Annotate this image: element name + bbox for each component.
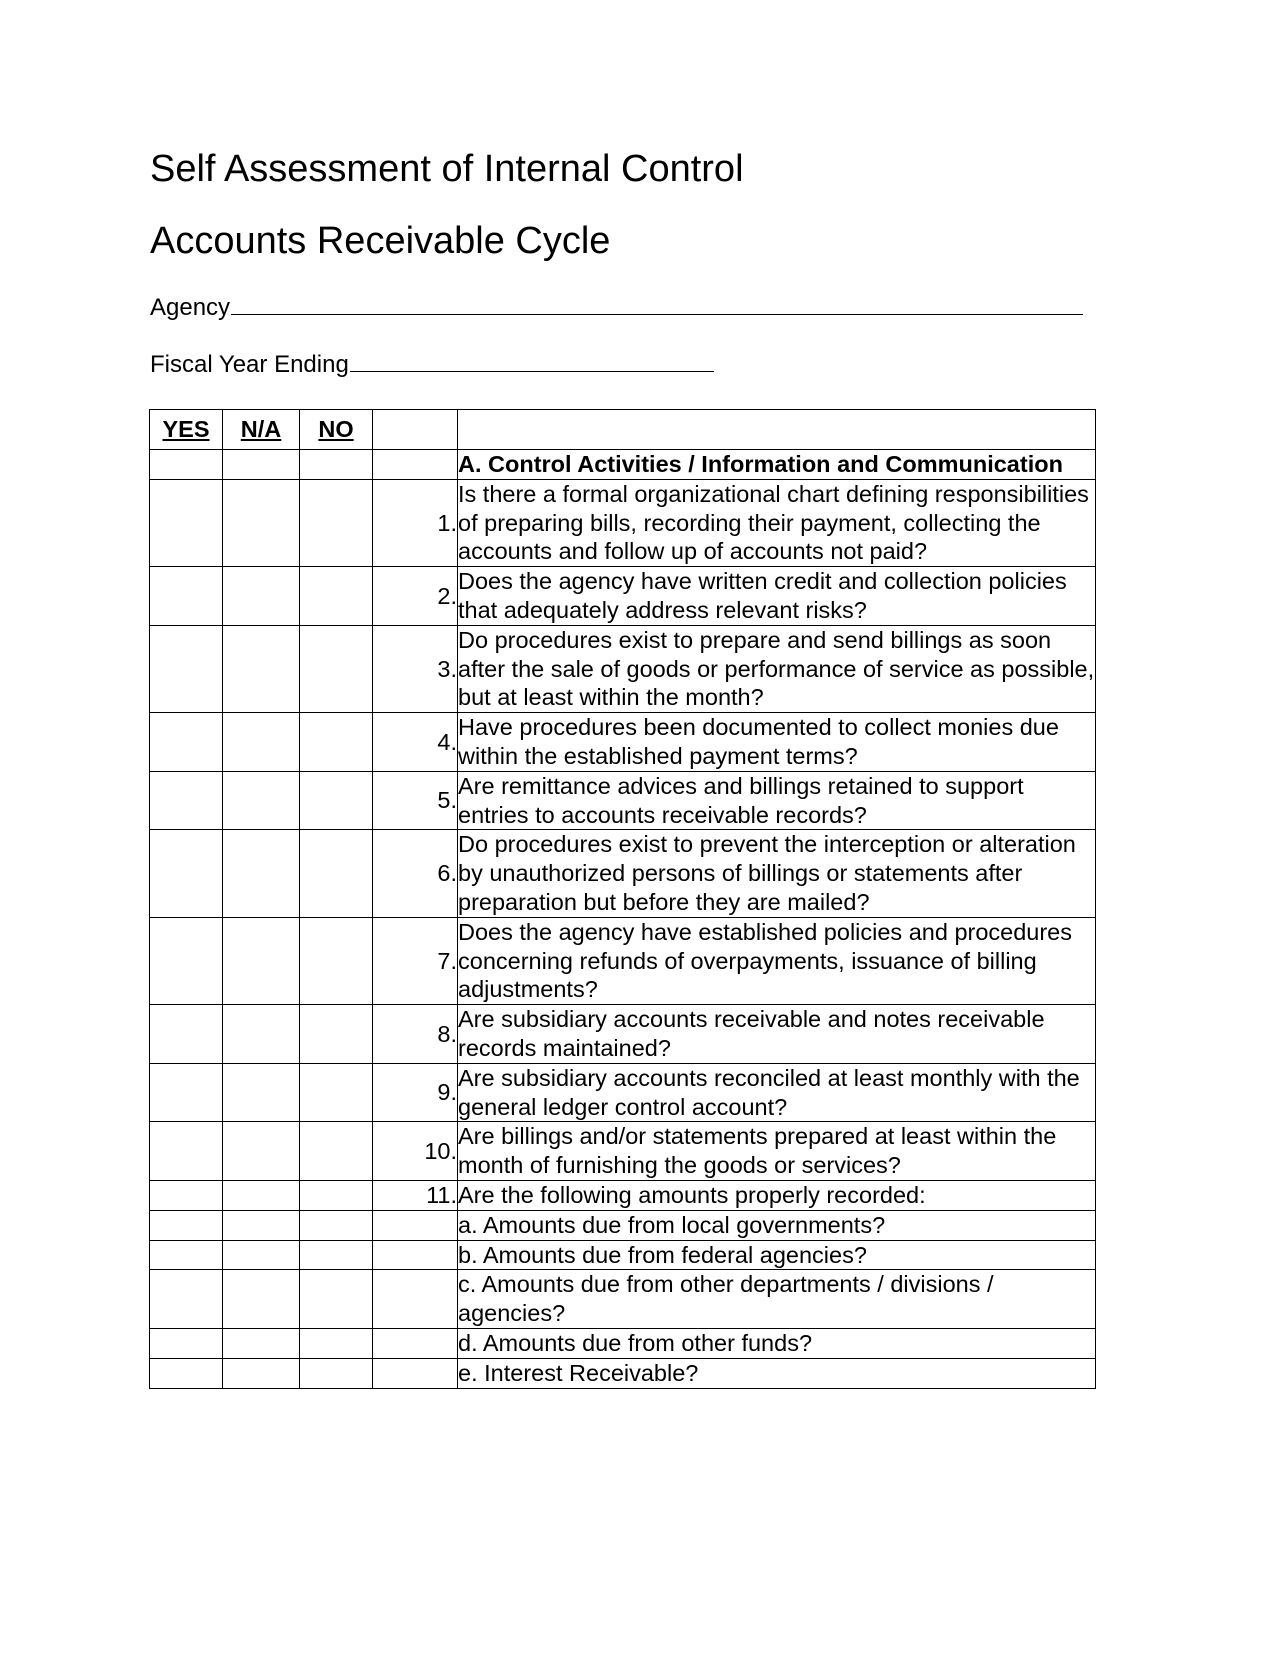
header-na: N/A: [223, 410, 300, 450]
na-cell[interactable]: [223, 1210, 300, 1240]
yes-cell[interactable]: [150, 1240, 223, 1270]
table-header-row: [150, 410, 1096, 450]
question-number: [373, 1328, 458, 1358]
na-cell[interactable]: [223, 830, 300, 917]
agency-label: Agency: [150, 294, 231, 321]
yes-cell[interactable]: [150, 1358, 223, 1388]
table-row: [150, 625, 1096, 712]
question-text: Have procedures been documented to collect monies due within the established payment terms?: [458, 713, 1096, 772]
section-row: [150, 450, 1096, 480]
header-no: NO: [300, 410, 373, 450]
header-question: [458, 410, 1096, 450]
question-text: Do procedures exist to prepare and send billings as soon after the sale of goods or performance of service as possible, but at least within the month?: [458, 625, 1096, 712]
question-text: d. Amounts due from other funds?: [458, 1328, 1096, 1358]
question-text: Are billings and/or statements prepared at least within the month of furnishing the goods or services?: [458, 1122, 1096, 1181]
question-number: 3.: [373, 625, 458, 712]
question-text: c. Amounts due from other departments / divisions / agencies?: [458, 1270, 1096, 1329]
yes-cell[interactable]: [150, 479, 223, 566]
question-number: 1.: [373, 479, 458, 566]
table-row: [150, 1122, 1096, 1181]
na-cell[interactable]: [223, 450, 300, 480]
na-cell[interactable]: [223, 713, 300, 772]
no-cell[interactable]: [300, 567, 373, 626]
na-cell[interactable]: [223, 567, 300, 626]
question-number: 10.: [373, 1122, 458, 1181]
na-cell[interactable]: [223, 1180, 300, 1210]
table-row: [150, 1005, 1096, 1064]
question-text: e. Interest Receivable?: [458, 1358, 1096, 1388]
header-number: [373, 410, 458, 450]
na-cell[interactable]: [223, 1240, 300, 1270]
question-number: 2.: [373, 567, 458, 626]
yes-cell[interactable]: [150, 567, 223, 626]
question-number: 5.: [373, 771, 458, 830]
question-text: Are subsidiary accounts reconciled at least monthly with the general ledger control account?: [458, 1063, 1096, 1122]
table-row: [150, 713, 1096, 772]
no-cell[interactable]: [300, 917, 373, 1004]
na-cell[interactable]: [223, 1328, 300, 1358]
na-cell[interactable]: [223, 917, 300, 1004]
no-cell[interactable]: [300, 1122, 373, 1181]
question-number: 4.: [373, 713, 458, 772]
section-title: A. Control Activities / Information and Communication: [458, 450, 1096, 480]
yes-cell[interactable]: [150, 713, 223, 772]
fiscal-year-input-line[interactable]: [350, 349, 714, 372]
no-cell[interactable]: [300, 1358, 373, 1388]
question-number: [373, 1240, 458, 1270]
question-text: Are the following amounts properly recorded:: [458, 1180, 1096, 1210]
na-cell[interactable]: [223, 1005, 300, 1064]
table-row: [150, 479, 1096, 566]
agency-field: [150, 292, 1083, 322]
no-cell[interactable]: [300, 1240, 373, 1270]
no-cell[interactable]: [300, 1063, 373, 1122]
question-text: Is there a formal organizational chart defining responsibilities of preparing bills, recording their payment, collecting the accounts and follow up of accounts not paid?: [458, 479, 1096, 566]
no-cell[interactable]: [300, 830, 373, 917]
question-text: a. Amounts due from local governments?: [458, 1210, 1096, 1240]
yes-cell[interactable]: [150, 1122, 223, 1181]
table-row: [150, 771, 1096, 830]
table-row: [150, 1358, 1096, 1388]
yes-cell[interactable]: [150, 830, 223, 917]
question-number: 8.: [373, 1005, 458, 1064]
yes-cell[interactable]: [150, 450, 223, 480]
yes-cell[interactable]: [150, 1270, 223, 1329]
checklist-table: [149, 409, 1096, 1389]
table-row: [150, 1210, 1096, 1240]
yes-cell[interactable]: [150, 771, 223, 830]
no-cell[interactable]: [300, 713, 373, 772]
na-cell[interactable]: [223, 771, 300, 830]
no-cell[interactable]: [300, 625, 373, 712]
no-cell[interactable]: [300, 479, 373, 566]
question-number: 7.: [373, 917, 458, 1004]
question-text: Are subsidiary accounts receivable and notes receivable records maintained?: [458, 1005, 1096, 1064]
na-cell[interactable]: [223, 1063, 300, 1122]
yes-cell[interactable]: [150, 1328, 223, 1358]
fiscal-year-field: [150, 349, 714, 379]
na-cell[interactable]: [223, 625, 300, 712]
table-row: [150, 830, 1096, 917]
question-text: Do procedures exist to prevent the interception or alteration by unauthorized persons of billings or statements after preparation but before they are mailed?: [458, 830, 1096, 917]
table-row: [150, 1063, 1096, 1122]
yes-cell[interactable]: [150, 625, 223, 712]
na-cell[interactable]: [223, 479, 300, 566]
table-row: [150, 567, 1096, 626]
question-number: [373, 1210, 458, 1240]
no-cell[interactable]: [300, 771, 373, 830]
no-cell[interactable]: [300, 1180, 373, 1210]
no-cell[interactable]: [300, 450, 373, 480]
yes-cell[interactable]: [150, 1180, 223, 1210]
question-text: Does the agency have written credit and collection policies that adequately address relevant risks?: [458, 567, 1096, 626]
na-cell[interactable]: [223, 1358, 300, 1388]
header-yes: YES: [150, 410, 223, 450]
question-number: 6.: [373, 830, 458, 917]
agency-input-line[interactable]: [231, 292, 1083, 315]
table-row: [150, 1270, 1096, 1329]
yes-cell[interactable]: [150, 1005, 223, 1064]
yes-cell[interactable]: [150, 1210, 223, 1240]
table-row: [150, 1328, 1096, 1358]
question-text: b. Amounts due from federal agencies?: [458, 1240, 1096, 1270]
na-cell[interactable]: [223, 1270, 300, 1329]
question-number: 11.: [373, 1180, 458, 1210]
question-number: 9.: [373, 1063, 458, 1122]
table-row: [150, 1180, 1096, 1210]
number-cell: [373, 450, 458, 480]
na-cell[interactable]: [223, 1122, 300, 1181]
table-row: [150, 1240, 1096, 1270]
no-cell[interactable]: [300, 1270, 373, 1329]
question-text: Does the agency have established policies and procedures concerning refunds of overpayments, issuance of billing adjustments?: [458, 917, 1096, 1004]
table-row: [150, 917, 1096, 1004]
yes-cell[interactable]: [150, 1063, 223, 1122]
question-text: Are remittance advices and billings retained to support entries to accounts receivable records?: [458, 771, 1096, 830]
page-subtitle: Accounts Receivable Cycle: [150, 220, 611, 262]
yes-cell[interactable]: [150, 917, 223, 1004]
fiscal-year-label: Fiscal Year Ending: [150, 351, 349, 378]
page-title: Self Assessment of Internal Control: [150, 148, 744, 190]
no-cell[interactable]: [300, 1328, 373, 1358]
question-number: [373, 1358, 458, 1388]
no-cell[interactable]: [300, 1210, 373, 1240]
question-number: [373, 1270, 458, 1329]
no-cell[interactable]: [300, 1005, 373, 1064]
